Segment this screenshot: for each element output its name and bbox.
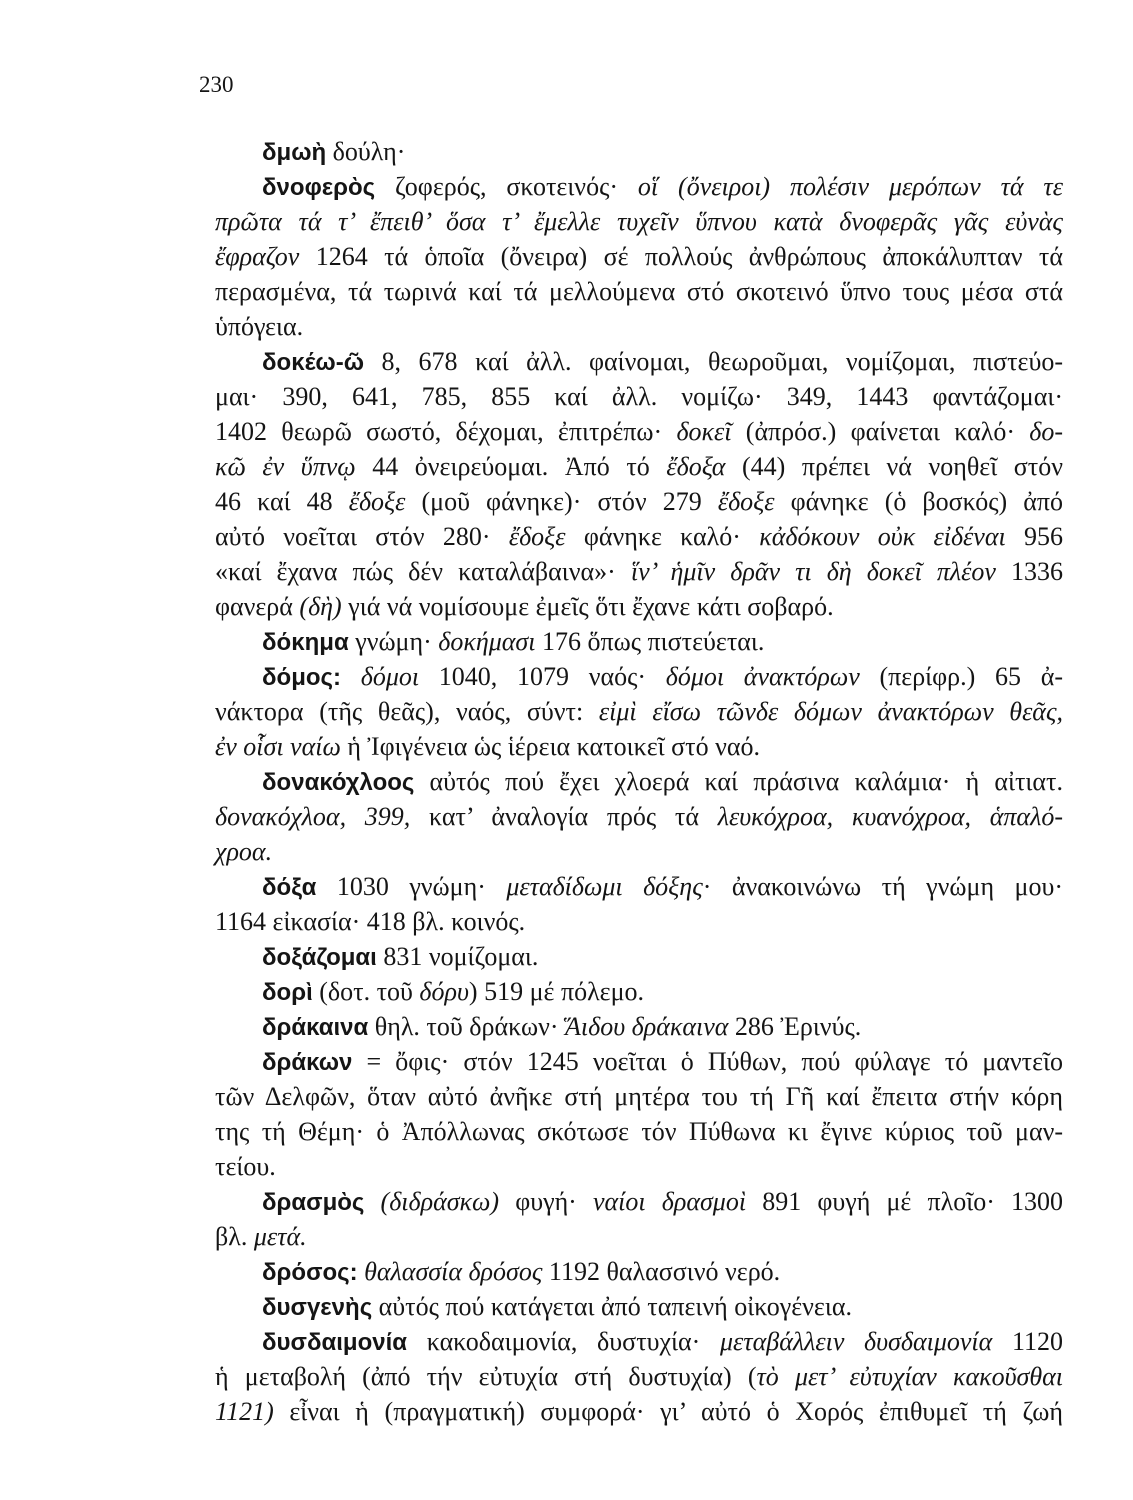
citation-text: κῶ ἐν ὕπνῳ bbox=[215, 452, 356, 481]
text-line bbox=[262, 1009, 1063, 1044]
citation-text: (δὴ) bbox=[299, 592, 342, 621]
headword: δόκημα bbox=[262, 629, 349, 656]
headword: δνοφερὸς bbox=[262, 174, 376, 201]
entry-text: ἡ Ἰφιγένεια ὡς ἱέρεια κατοικεῖ στό ναό. bbox=[340, 732, 760, 761]
entry-text: 46 καί 48 bbox=[215, 487, 349, 516]
entry-text: · ἀνακοινώνω τή γνώμη μου· bbox=[702, 872, 1063, 901]
entry-text: ζοφερός, σκοτεινός· bbox=[375, 172, 638, 201]
citation-text: ναίοι δρασμοὶ bbox=[592, 1187, 747, 1216]
entry-text: αὐτό νοεῖται στόν 280· bbox=[215, 522, 509, 551]
text-line bbox=[262, 1254, 1063, 1289]
text-line bbox=[262, 344, 1063, 379]
text-line bbox=[215, 1394, 1063, 1429]
citation-text: ἔδοξε bbox=[508, 522, 566, 551]
citation-text: ἐν οἷσι ναίω bbox=[215, 732, 341, 761]
entry-text: κακοδαιμονία, δυστυχία· bbox=[407, 1327, 720, 1356]
citation-text: θαλασσία δρόσος bbox=[357, 1257, 543, 1286]
citation-text: δο- bbox=[1029, 417, 1063, 446]
citation-text: ἔδοξα bbox=[666, 452, 726, 481]
glossary-entry bbox=[215, 1289, 1063, 1324]
text-line bbox=[262, 134, 1063, 169]
text-line bbox=[215, 1359, 1063, 1394]
glossary-entry bbox=[215, 1254, 1063, 1289]
citation-text: ἔφραζον bbox=[215, 242, 300, 271]
citation-text: δόμοι bbox=[341, 662, 420, 691]
entry-text: (μοῦ φάνηκε)· στόν 279 bbox=[405, 487, 718, 516]
headword: δράκαινα bbox=[262, 1014, 369, 1041]
entry-text: 1264 τά ὁποῖα (ὄνειρα) σέ πολλούς ἀνθρώπους ἀποκάλυπταν τά bbox=[299, 242, 1063, 271]
text-line bbox=[215, 589, 1063, 624]
entry-text: εἶναι ἡ (πραγματική) συμφορά· γι’ αὐτό ὁ Χορός ἐπιθυμεῖ τή ζωή bbox=[273, 1397, 1063, 1426]
headword: δονακόχλοος bbox=[262, 769, 415, 796]
citation-text: ἔδοξε bbox=[348, 487, 406, 516]
entry-text: 1120 bbox=[992, 1327, 1063, 1356]
headword: δυσδαιμονία bbox=[262, 1329, 408, 1356]
text-line bbox=[262, 1289, 1063, 1324]
entry-text: θηλ. τοῦ δράκων· bbox=[368, 1012, 565, 1041]
glossary-entry bbox=[215, 1009, 1063, 1044]
text-line bbox=[215, 1149, 1063, 1184]
entry-text: της τή Θέμη· ὁ Ἀπόλλωνας σκότωσε τόν Πύθωνα κι ἔγινε κύριος τοῦ μαν- bbox=[215, 1117, 1063, 1146]
entry-text: ) 519 μέ πόλεμο. bbox=[468, 977, 645, 1006]
glossary-entry bbox=[215, 869, 1063, 939]
text-line bbox=[215, 799, 1063, 834]
entry-text: 286 Ἐρινύς. bbox=[728, 1012, 862, 1041]
text-line bbox=[215, 449, 1063, 484]
text-line bbox=[262, 169, 1063, 204]
headword: δυσγενὴς bbox=[262, 1294, 373, 1321]
entry-text: (ἀπρόσ.) φαίνεται καλό· bbox=[731, 417, 1030, 446]
entry-text: (περίφρ.) 65 ἀ- bbox=[859, 662, 1063, 691]
entry-text: 891 φυγή μέ πλοῖο· 1300 bbox=[746, 1187, 1064, 1216]
glossary-entry bbox=[215, 659, 1063, 764]
entry-text: (δοτ. τοῦ bbox=[312, 977, 420, 1006]
entry-text: φυγή· bbox=[499, 1187, 593, 1216]
headword: δόμος: bbox=[262, 664, 342, 691]
entry-text: 1192 θαλασσινό νερό. bbox=[542, 1257, 781, 1286]
glossary-entry bbox=[215, 134, 1063, 169]
text-line bbox=[262, 764, 1063, 799]
headword: δρόσος: bbox=[262, 1259, 358, 1286]
entry-text: 1040, 1079 ναός· bbox=[419, 662, 666, 691]
entry-text: γιά νά νομίσουμε ἐμεῖς ὅτι ἔχανε κάτι σοβαρό. bbox=[341, 592, 834, 621]
headword: δοκέω-ῶ bbox=[262, 349, 364, 376]
headword: δρασμὸς bbox=[262, 1189, 365, 1216]
glossary-entry bbox=[215, 1044, 1063, 1184]
citation-text: εἰμὶ εἴσω τῶνδε δόμων ἀνακτόρων θεᾶς, bbox=[598, 697, 1064, 726]
entry-text: = ὄφις· στόν 1245 νοεῖται ὁ Πύθων, πού φύλαγε τό μαντεῖο bbox=[352, 1047, 1063, 1076]
glossary-entry bbox=[215, 939, 1063, 974]
citation-text: ἔδοξε bbox=[717, 487, 775, 516]
entry-text: τείου. bbox=[215, 1152, 276, 1181]
entry-text: ὑπόγεια. bbox=[215, 312, 304, 341]
text-line bbox=[215, 1219, 1063, 1254]
citation-text: χροα. bbox=[215, 837, 273, 866]
citation-text: πρῶτα τά τ’ ἔπειθ’ ὅσα τ’ ἔμελλε τυχεῖν ὕπνου κατὰ δνοφερᾶς γᾶς εὐνὰς bbox=[215, 207, 1063, 236]
citation-text: (διδράσκω) bbox=[364, 1187, 500, 1216]
entry-text: φάνηκε (ὁ βοσκός) ἀπό bbox=[774, 487, 1063, 516]
entry-text: ἡ μεταβολή (ἀπό τήν εὐτυχία στή δυστυχία) ( bbox=[215, 1362, 757, 1391]
entry-text: 1164 εἰκασία· 418 βλ. κοινός. bbox=[215, 907, 526, 936]
entry-text: περασμένα, τά τωρινά καί τά μελλούμενα στό σκοτεινό ὕπνο τους μέσα στά bbox=[215, 277, 1063, 306]
text-line bbox=[215, 309, 1063, 344]
citation-text: κἀδόκουν οὐκ εἰδέναι bbox=[759, 522, 1006, 551]
text-line bbox=[215, 484, 1063, 519]
citation-text: 1121) bbox=[215, 1397, 274, 1426]
text-line bbox=[215, 1114, 1063, 1149]
entry-text: 176 ὅπως πιστεύεται. bbox=[535, 627, 765, 656]
entry-text: τῶν Δελφῶν, ὅταν αὐτό ἀνῆκε στή μητέρα του τή Γῆ καί ἔπειτα στήν κόρη bbox=[215, 1082, 1063, 1111]
entry-text: 1030 γνώμη· bbox=[316, 872, 507, 901]
text-line bbox=[215, 1079, 1063, 1114]
glossary-entry bbox=[215, 1324, 1063, 1429]
headword: δμωὴ bbox=[262, 139, 327, 166]
text-line bbox=[262, 869, 1063, 904]
citation-text: μετά. bbox=[253, 1222, 307, 1251]
citation-text: δόμοι ἀνακτόρων bbox=[665, 662, 860, 691]
entry-text: αὐτός πού κατάγεται ἀπό ταπεινή οἰκογένεια. bbox=[372, 1292, 852, 1321]
entry-text: αὐτός πού ἔχει χλοερά καί πράσινα καλάμια· ἡ αἰτιατ. bbox=[414, 767, 1063, 796]
citation-text: μεταβάλλειν δυσδαιμονία bbox=[720, 1327, 993, 1356]
entry-text: (44) πρέπει νά νοηθεῖ στόν bbox=[725, 452, 1063, 481]
headword: δράκων bbox=[262, 1049, 353, 1076]
text-line bbox=[215, 694, 1063, 729]
page-number: 230 bbox=[199, 72, 234, 97]
entry-text: 956 bbox=[1005, 522, 1064, 551]
text-line bbox=[215, 204, 1063, 239]
glossary-entry bbox=[215, 344, 1063, 624]
text-line bbox=[215, 379, 1063, 414]
glossary-entry bbox=[215, 169, 1063, 344]
text-line bbox=[215, 834, 1063, 869]
citation-text: δονακόχλοα, 399, bbox=[215, 802, 411, 831]
text-line bbox=[215, 274, 1063, 309]
glossary-entry bbox=[215, 1184, 1063, 1254]
glossary-entry bbox=[215, 624, 1063, 659]
entry-text: φάνηκε καλό· bbox=[565, 522, 760, 551]
entry-text: 44 ὀνειρεύομαι. Ἀπό τό bbox=[355, 452, 667, 481]
text-line bbox=[262, 1044, 1063, 1079]
entry-text: κατ’ ἀναλογία πρός τά bbox=[410, 802, 718, 831]
citation-text: μεταδίδωμι δόξης bbox=[506, 872, 703, 901]
text-line bbox=[262, 1184, 1063, 1219]
entry-text: 831 νομίζομαι. bbox=[376, 942, 539, 971]
glossary-entry bbox=[215, 764, 1063, 869]
headword: δόξα bbox=[262, 874, 317, 901]
entry-text: μαι· 390, 641, 785, 855 καί ἀλλ. νομίζω· 349, 1443 φαντάζομαι· bbox=[215, 382, 1063, 411]
citation-text: δόρυ bbox=[419, 977, 469, 1006]
text-line bbox=[262, 624, 1063, 659]
entry-text: δούλη· bbox=[326, 137, 406, 166]
entry-text: φανερά bbox=[215, 592, 300, 621]
entry-text: νάκτορα (τῆς θεᾶς), ναός, σύντ: bbox=[215, 697, 599, 726]
text-line bbox=[215, 414, 1063, 449]
text-line bbox=[262, 659, 1063, 694]
glossary-entry bbox=[215, 974, 1063, 1009]
text-line bbox=[215, 729, 1063, 764]
text-line bbox=[262, 1324, 1063, 1359]
citation-text: Ἅιδου δράκαινα bbox=[565, 1012, 729, 1041]
text-line bbox=[262, 939, 1063, 974]
entry-text: 8, 678 καί ἀλλ. φαίνομαι, θεωροῦμαι, νομίζομαι, πιστεύο- bbox=[363, 347, 1063, 376]
citation-text: τὸ μετ’ εὐτυχίαν κακοῦσθαι bbox=[756, 1362, 1063, 1391]
headword: δοξάζομαι bbox=[262, 944, 377, 971]
entry-text: «καί ἔχανα πώς δέν καταλάβαινα»· bbox=[215, 557, 631, 586]
citation-text: δοκήμασι bbox=[438, 627, 536, 656]
entry-text: βλ. bbox=[215, 1222, 254, 1251]
citation-text: λευκόχροα, κυανόχροα, ἁπαλό- bbox=[717, 802, 1063, 831]
glossary-text bbox=[215, 134, 1063, 1429]
citation-text: οἵ (ὄνειροι) πολέσιν μερόπων τά τε bbox=[637, 172, 1063, 201]
entry-text: 1402 θεωρῶ σωστό, δέχομαι, ἐπιτρέπω· bbox=[215, 417, 677, 446]
text-line bbox=[215, 519, 1063, 554]
entry-text: 1336 bbox=[995, 557, 1064, 586]
text-line bbox=[262, 974, 1063, 1009]
citation-text: δοκεῖ bbox=[676, 417, 732, 446]
text-line bbox=[215, 554, 1063, 589]
citation-text: ἵν’ ἡμῖν δρᾶν τι δὴ δοκεῖ πλέον bbox=[630, 557, 996, 586]
entry-text: γνώμη· bbox=[348, 627, 439, 656]
headword: δορὶ bbox=[262, 979, 313, 1006]
text-line bbox=[215, 239, 1063, 274]
text-line bbox=[215, 904, 1063, 939]
